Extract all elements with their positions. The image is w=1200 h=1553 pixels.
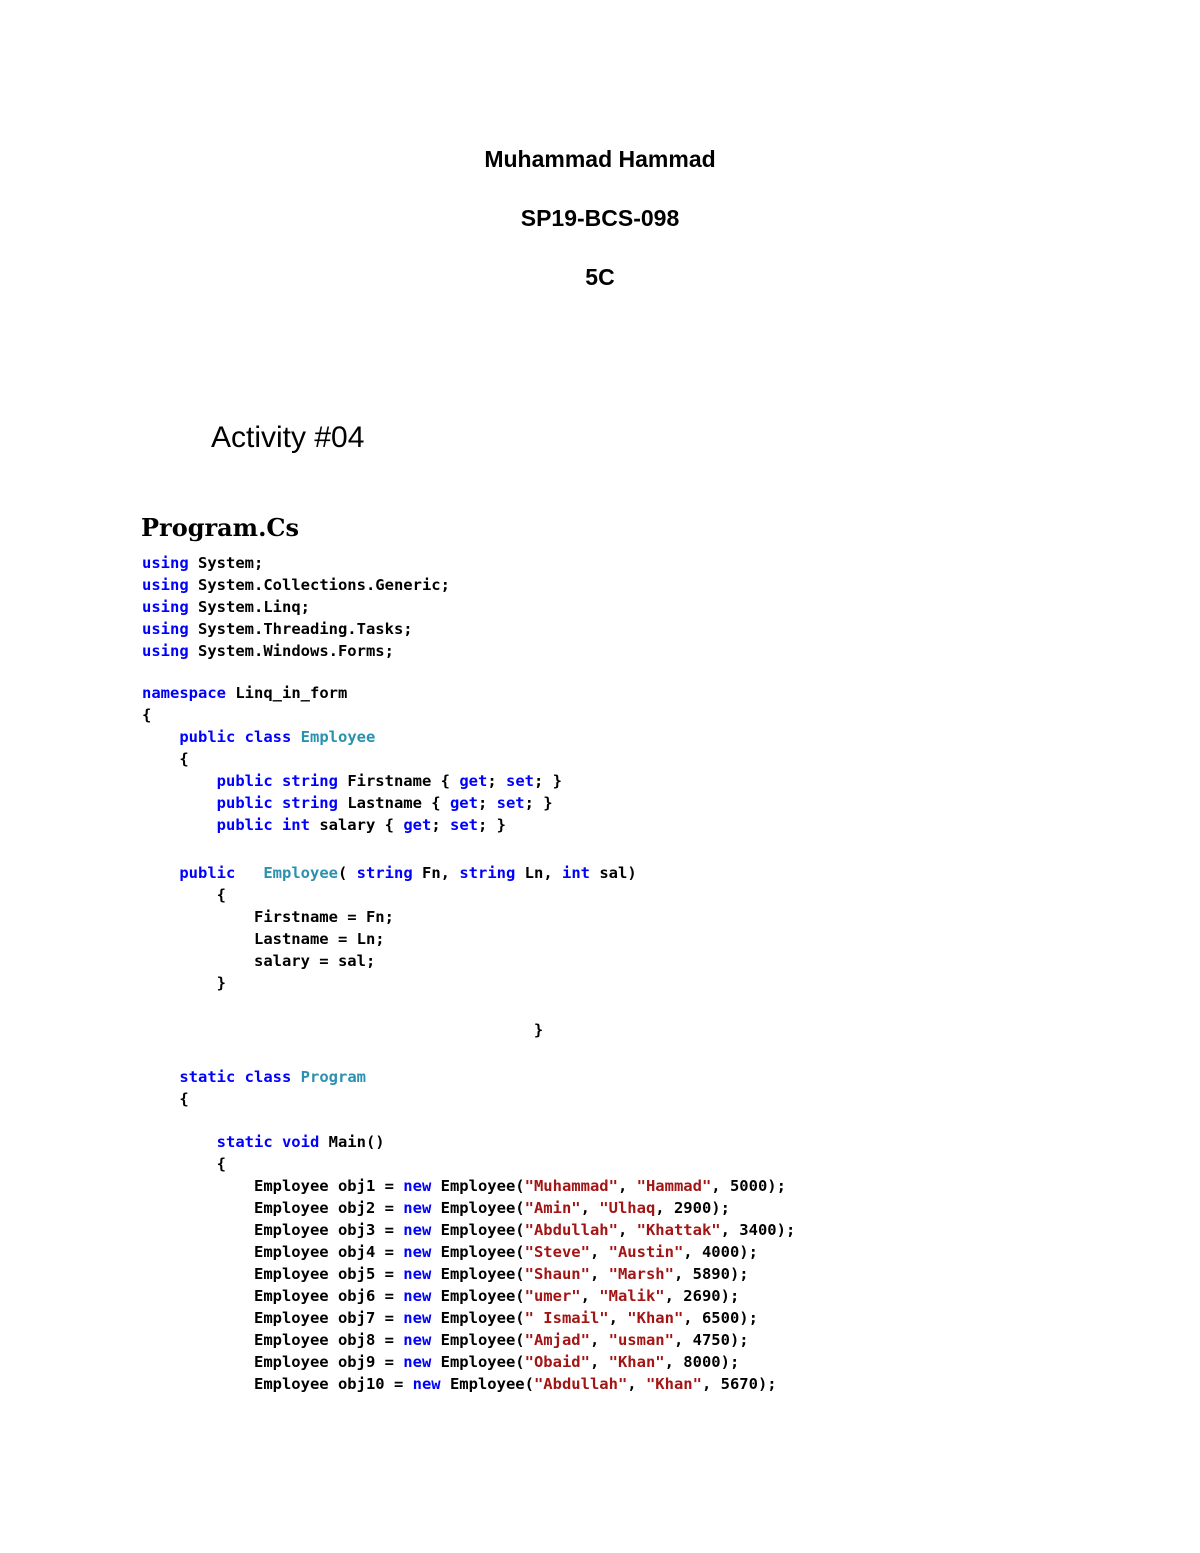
code-token: int	[562, 864, 590, 882]
code-line	[142, 552, 263, 574]
code-line	[142, 704, 151, 726]
code-token: namespace	[142, 684, 226, 702]
code-token: ,	[580, 1199, 600, 1217]
code-token: Employee obj6 =	[142, 1287, 404, 1305]
code-token: , 4000);	[683, 1243, 758, 1261]
code-token: get	[449, 794, 478, 812]
code-token: System.Windows.Forms;	[188, 642, 394, 660]
code-token: Fn,	[412, 864, 460, 882]
code-token: new	[403, 1199, 432, 1217]
code-token: static class	[179, 1068, 292, 1086]
code-line	[142, 1219, 795, 1241]
code-token: Employee(	[431, 1287, 525, 1305]
code-token	[142, 772, 217, 790]
code-token: ; }	[533, 772, 562, 790]
code-line	[142, 1285, 739, 1307]
code-token: "Khan"	[645, 1375, 702, 1393]
code-token: Employee obj1 =	[142, 1177, 404, 1195]
student-id: SP19-BCS-098	[520, 205, 680, 231]
code-token: , 8000);	[664, 1353, 740, 1371]
code-token: Ln,	[515, 864, 562, 882]
code-token: ,	[580, 1287, 600, 1305]
code-token: Lastname = Ln;	[142, 930, 385, 948]
code-line	[142, 1088, 189, 1110]
student-name: Muhammad Hammad	[484, 146, 716, 172]
code-token: static void	[216, 1133, 320, 1151]
code-token: ;	[487, 772, 506, 790]
code-token: , 5000);	[711, 1177, 786, 1195]
code-line	[142, 618, 413, 640]
code-token: , 5670);	[701, 1375, 777, 1393]
code-line	[142, 1373, 777, 1395]
code-token: "Amin"	[524, 1199, 581, 1217]
code-token: Employee obj9 =	[142, 1353, 404, 1371]
code-line	[142, 1351, 739, 1373]
code-token: "Hammad"	[636, 1177, 712, 1195]
code-token: ,	[589, 1353, 609, 1371]
code-line	[142, 682, 347, 704]
code-token: using	[142, 620, 189, 638]
code-line	[142, 972, 226, 994]
code-token: ,	[608, 1309, 628, 1327]
code-token: "Abdullah"	[533, 1375, 628, 1393]
code-token: Employee(	[431, 1353, 525, 1371]
code-token: , 2690);	[664, 1287, 740, 1305]
code-line	[142, 596, 310, 618]
code-token: Program	[300, 1068, 366, 1086]
code-token: "Steve"	[524, 1243, 590, 1261]
code-token: Employee(	[431, 1243, 525, 1261]
code-token: "usman"	[608, 1331, 674, 1349]
code-token	[142, 1068, 179, 1086]
code-token: "Khattak"	[636, 1221, 721, 1239]
code-token: public	[179, 864, 236, 882]
code-token: get	[403, 816, 432, 834]
code-token: new	[412, 1375, 441, 1393]
code-line	[142, 906, 394, 928]
code-token: {	[142, 886, 226, 904]
code-line	[142, 726, 375, 748]
code-token: " Ismail"	[524, 1309, 609, 1327]
code-token: {	[142, 1155, 226, 1173]
code-line	[142, 928, 385, 950]
code-token: {	[142, 1090, 189, 1108]
code-token: ,	[589, 1265, 609, 1283]
code-token: Employee(	[431, 1177, 525, 1195]
code-token: new	[403, 1265, 432, 1283]
code-token: "Shaun"	[524, 1265, 590, 1283]
code-token: "Khan"	[608, 1353, 665, 1371]
code-line	[142, 1263, 749, 1285]
code-token: System.Linq;	[188, 598, 310, 616]
code-line	[142, 1175, 786, 1197]
code-token: sal)	[590, 864, 637, 882]
code-token: string	[356, 864, 413, 882]
code-line	[142, 792, 553, 814]
code-token: {	[142, 706, 152, 724]
activity-title: Activity #04	[211, 421, 365, 454]
code-token: Employee(	[431, 1309, 525, 1327]
code-token: "Marsh"	[608, 1265, 674, 1283]
code-token: Lastname {	[337, 794, 450, 812]
code-token: set	[496, 794, 525, 812]
code-token: Employee	[263, 864, 338, 882]
code-line	[142, 1131, 385, 1153]
code-token: "Khan"	[627, 1309, 684, 1327]
code-line	[142, 1197, 730, 1219]
code-token: using	[142, 576, 189, 594]
code-line	[142, 862, 637, 884]
code-token: {	[142, 750, 189, 768]
code-token: ,	[627, 1375, 646, 1393]
code-token: Linq_in_form	[226, 684, 348, 702]
code-token: set	[449, 816, 478, 834]
code-token	[235, 864, 263, 882]
code-token: (	[337, 864, 357, 882]
code-token: "Abdullah"	[524, 1221, 618, 1239]
code-token: ;	[477, 794, 497, 812]
code-token: new	[403, 1221, 432, 1239]
code-token: using	[142, 554, 189, 572]
code-line	[142, 1241, 758, 1263]
code-token	[291, 728, 300, 746]
code-line	[142, 884, 226, 906]
code-token: Employee obj2 =	[142, 1199, 404, 1217]
code-token	[142, 728, 179, 746]
code-token: System.Threading.Tasks;	[188, 620, 413, 638]
code-token: "Ulhaq	[599, 1199, 656, 1217]
code-token: "umer"	[524, 1287, 581, 1305]
code-token: Employee(	[431, 1331, 525, 1349]
code-token: salary {	[309, 816, 404, 834]
code-token: ,	[617, 1221, 637, 1239]
code-token: ,	[589, 1243, 609, 1261]
code-token: Employee obj8 =	[142, 1331, 404, 1349]
code-token: System;	[188, 554, 264, 572]
code-token: public class	[179, 728, 292, 746]
code-token: }	[142, 974, 226, 992]
code-token: "Malik"	[599, 1287, 665, 1305]
code-token: get	[459, 772, 488, 790]
code-token: Employee obj4 =	[142, 1243, 404, 1261]
code-line	[142, 1307, 758, 1329]
code-token: Employee obj3 =	[142, 1221, 404, 1239]
code-token: "Muhammad"	[524, 1177, 618, 1195]
code-token: ; }	[477, 816, 506, 834]
code-token	[142, 1133, 217, 1151]
code-token: "Amjad"	[524, 1331, 590, 1349]
code-token: ,	[617, 1177, 637, 1195]
code-token: new	[403, 1287, 432, 1305]
code-token: using	[142, 598, 189, 616]
code-line	[142, 640, 394, 662]
code-token: set	[505, 772, 534, 790]
code-token	[142, 864, 179, 882]
code-line	[142, 1329, 749, 1351]
code-token: ; }	[524, 794, 553, 812]
code-token: Firstname {	[337, 772, 460, 790]
code-token: , 6500);	[683, 1309, 758, 1327]
code-token: ,	[589, 1331, 609, 1349]
code-token: Employee	[300, 728, 376, 746]
code-token	[142, 816, 217, 834]
code-token: System.Collections.Generic;	[188, 576, 450, 594]
code-token: new	[403, 1177, 432, 1195]
code-line	[142, 770, 562, 792]
code-token: ;	[431, 816, 450, 834]
file-title: Program.Cs	[141, 513, 300, 542]
code-token: , 2900);	[655, 1199, 730, 1217]
code-token: new	[403, 1309, 432, 1327]
code-token: Firstname = Fn;	[142, 908, 394, 926]
code-line	[142, 950, 375, 972]
code-token: using	[142, 642, 189, 660]
code-line	[142, 748, 189, 770]
code-token: new	[403, 1331, 432, 1349]
code-token: Employee obj10 =	[142, 1375, 413, 1393]
code-token	[291, 1068, 300, 1086]
code-token: Employee obj7 =	[142, 1309, 404, 1327]
code-token: }	[142, 1021, 544, 1039]
code-token: "Austin"	[608, 1243, 684, 1261]
student-section: 5C	[585, 264, 615, 290]
code-token: public string	[216, 794, 338, 812]
code-token: "Obaid"	[524, 1353, 590, 1371]
code-token: public string	[216, 772, 338, 790]
code-token: , 3400);	[720, 1221, 796, 1239]
code-token: new	[403, 1353, 432, 1371]
code-token: new	[403, 1243, 432, 1261]
code-line	[142, 814, 506, 836]
code-token: public int	[216, 816, 310, 834]
code-token: salary = sal;	[142, 952, 376, 970]
code-line	[142, 1153, 226, 1175]
code-token: Employee(	[431, 1199, 525, 1217]
code-line	[142, 1066, 366, 1088]
code-line	[142, 1019, 543, 1041]
code-token	[142, 794, 217, 812]
code-token: , 4750);	[673, 1331, 749, 1349]
code-line	[142, 574, 450, 596]
code-token: Employee(	[431, 1221, 525, 1239]
code-token: Employee obj5 =	[142, 1265, 404, 1283]
code-token: Main()	[319, 1133, 385, 1151]
code-token: Employee(	[440, 1375, 534, 1393]
code-token: Employee(	[431, 1265, 525, 1283]
code-token: , 5890);	[673, 1265, 749, 1283]
code-token: string	[459, 864, 516, 882]
